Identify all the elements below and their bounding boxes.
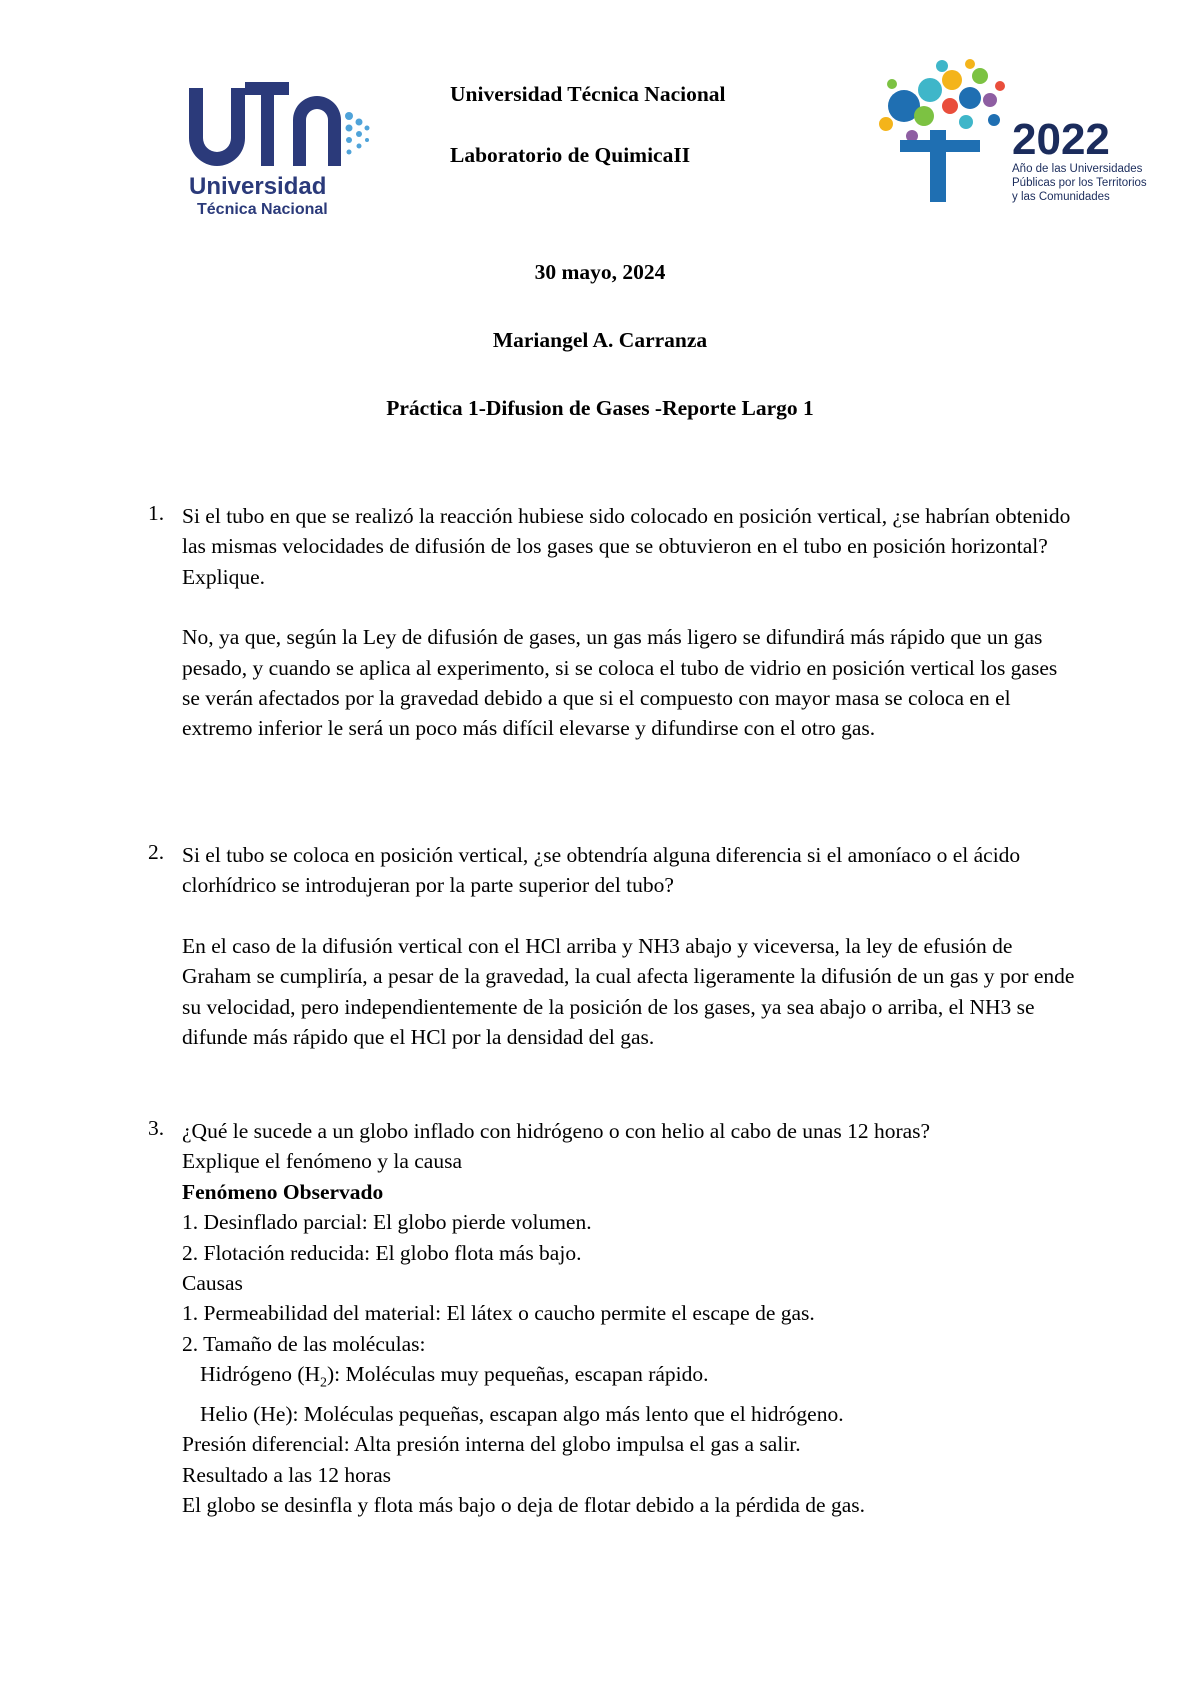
logo-tecnica-text: Técnica Nacional: [197, 201, 328, 218]
question-number: 1.: [148, 501, 165, 525]
logo-universidad-text: Universidad: [189, 173, 327, 200]
logo-line1-text: Año de las Universidades: [1012, 163, 1143, 175]
logo-line3-text: y las Comunidades: [1012, 191, 1110, 203]
question-text: Si el tubo en que se realizó la reacción hubiese sido colocado en posición vertical, ¿se habrían obtenido las mismas velocidades de difusión de los gases que se obtuvieron en el tubo en posición horizontal? Explique.: [182, 504, 1071, 589]
hydrogen-line: [182, 1359, 1078, 1399]
pressure-line: Presión diferencial: Alta presión interna del globo impulsa el gas a salir.: [182, 1432, 801, 1457]
question-text-line2: Explique el fenómeno y la causa: [182, 1149, 462, 1174]
logo-year-text: 2022: [1012, 115, 1110, 164]
result-heading: Resultado a las 12 horas: [182, 1462, 391, 1487]
phenomenon-heading: Fenómeno Observado: [182, 1179, 384, 1204]
question-number: 3.: [148, 1116, 165, 1140]
author-name: Mariangel A. Carranza: [492, 328, 708, 352]
causes-heading: Causas: [182, 1271, 243, 1296]
phenomenon-item-2: 2. Flotación reducida: El globo flota más bajo.: [182, 1240, 582, 1265]
question-3: [148, 1116, 1078, 1521]
answer-text: En el caso de la difusión vertical con el HCl arriba y NH3 abajo y viceversa, la ley de efusión de Graham se cumpliría, a pesar de la gravedad, la cual afecta ligeramente la difusión de un gas y por ende su velocidad, pero independientemente de la posición de los gases, ya sea abajo o arriba, el NH3 se difunde más rápido que el HCl por la densidad del gas.: [182, 933, 1075, 1050]
phenomenon-item-1: 1. Desinflado parcial: El globo pierde volumen.: [182, 1210, 592, 1235]
question-number: 2.: [148, 840, 165, 864]
report-title: Práctica 1-Difusion de Gases -Reporte Largo 1: [386, 396, 814, 420]
university-name: Universidad Técnica Nacional: [450, 82, 726, 106]
helium-line: Helio (He): Moléculas pequeñas, escapan algo más lento que el hidrógeno.: [200, 1401, 844, 1426]
report-date: 30 mayo, 2024: [534, 260, 666, 284]
answer-text: No, ya que, según la Ley de difusión de gases, un gas más ligero se difundirá más rápido que un gas pesado, y cuando se aplica al experimento, si se coloca el tubo de vidrio en posición vertical los gases se verán afectados por la gravedad debido a que si el compuesto con mayor masa se coloca en el extremo inferior le será un poco más difícil elevarse y difundirse con el otro gas.: [182, 625, 1058, 741]
logo-line2-text: Públicas por los Territorios: [1012, 177, 1147, 189]
result-line: El globo se desinfla y flota más bajo o deja de flotar debido a la pérdida de gas.: [182, 1493, 866, 1518]
cause-item-1: 1. Permeabilidad del material: El látex o caucho permite el escape de gas.: [182, 1301, 815, 1326]
cause-item-2: 2. Tamaño de las moléculas:: [182, 1331, 426, 1356]
question-text: Si el tubo se coloca en posición vertical, ¿se obtendría alguna diferencia si el amoníaco o el ácido clorhídrico se introdujeran por la parte superior del tubo?: [182, 843, 1021, 898]
question-2: [148, 840, 1078, 1052]
utn-logo: [183, 76, 373, 220]
question-1: [148, 501, 1078, 744]
question-text-line1: ¿Qué le sucede a un globo inflado con hidrógeno o con helio al cabo de unas 12 horas?: [182, 1119, 931, 1143]
hydrogen-text-a: Hidrógeno (H: [200, 1362, 321, 1387]
hydrogen-subscript: 2: [320, 1375, 328, 1391]
lab-name: Laboratorio de QuimicaII: [450, 143, 691, 167]
hydrogen-text-b: ): Moléculas muy pequeñas, escapan rápido.: [327, 1362, 709, 1387]
anniversary-2022-logo: [872, 58, 1152, 208]
